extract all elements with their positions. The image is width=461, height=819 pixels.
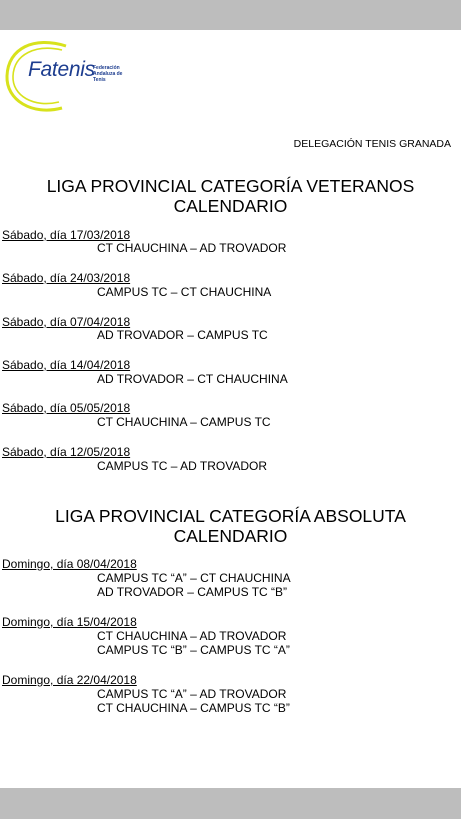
logo-federation-text	[93, 65, 122, 83]
match-pairing: CAMPUS TC – AD TROVADOR	[97, 459, 268, 473]
match-pairing: CAMPUS TC “A” – CT CHAUCHINA	[97, 571, 291, 585]
section-subtitle-veteranos: CALENDARIO	[173, 196, 288, 216]
section-title-absoluta: LIGA PROVINCIAL CATEGORÍA ABSOLUTA	[55, 506, 406, 526]
delegation-label: DELEGACIÓN TENIS GRANADA	[293, 138, 451, 150]
match-date: Domingo, día 08/04/2018	[2, 557, 137, 571]
match-pairing: CT CHAUCHINA – AD TROVADOR	[97, 629, 287, 643]
bottom-bar	[0, 788, 461, 819]
match-pairing: CAMPUS TC “B” – CAMPUS TC “A”	[97, 643, 290, 657]
match-pairing: CAMPUS TC “A” – AD TROVADOR	[97, 687, 287, 701]
match-pairing: CAMPUS TC – CT CHAUCHINA	[97, 285, 272, 299]
match-date: Sábado, día 24/03/2018	[2, 271, 131, 285]
logo-fed-line: Andaluza de	[93, 71, 123, 77]
match-pairing: CT CHAUCHINA – CAMPUS TC	[97, 415, 271, 429]
logo-fed-line: Tenis	[93, 77, 106, 83]
match-date: Sábado, día 07/04/2018	[2, 315, 131, 329]
match-pairing: AD TROVADOR – CT CHAUCHINA	[97, 372, 288, 386]
match-date: Domingo, día 15/04/2018	[2, 615, 137, 629]
section-title-veteranos: LIGA PROVINCIAL CATEGORÍA VETERANOS	[46, 176, 415, 196]
match-date: Sábado, día 17/03/2018	[2, 228, 131, 242]
fatenis-logo	[4, 38, 144, 116]
match-pairing: AD TROVADOR – CAMPUS TC	[97, 328, 268, 342]
match-date: Sábado, día 05/05/2018	[2, 401, 131, 415]
match-date: Domingo, día 22/04/2018	[2, 673, 137, 687]
match-pairing: AD TROVADOR – CAMPUS TC “B”	[97, 585, 288, 599]
match-date: Sábado, día 14/04/2018	[2, 358, 131, 372]
top-bar	[0, 0, 461, 30]
logo-fed-line: Federación	[93, 65, 120, 71]
match-pairing: CT CHAUCHINA – AD TROVADOR	[97, 241, 287, 255]
match-pairing: CT CHAUCHINA – CAMPUS TC “B”	[97, 701, 290, 715]
section-subtitle-absoluta: CALENDARIO	[173, 526, 288, 546]
match-date: Sábado, día 12/05/2018	[2, 445, 131, 459]
logo-wordmark: Fatenis	[28, 58, 95, 81]
